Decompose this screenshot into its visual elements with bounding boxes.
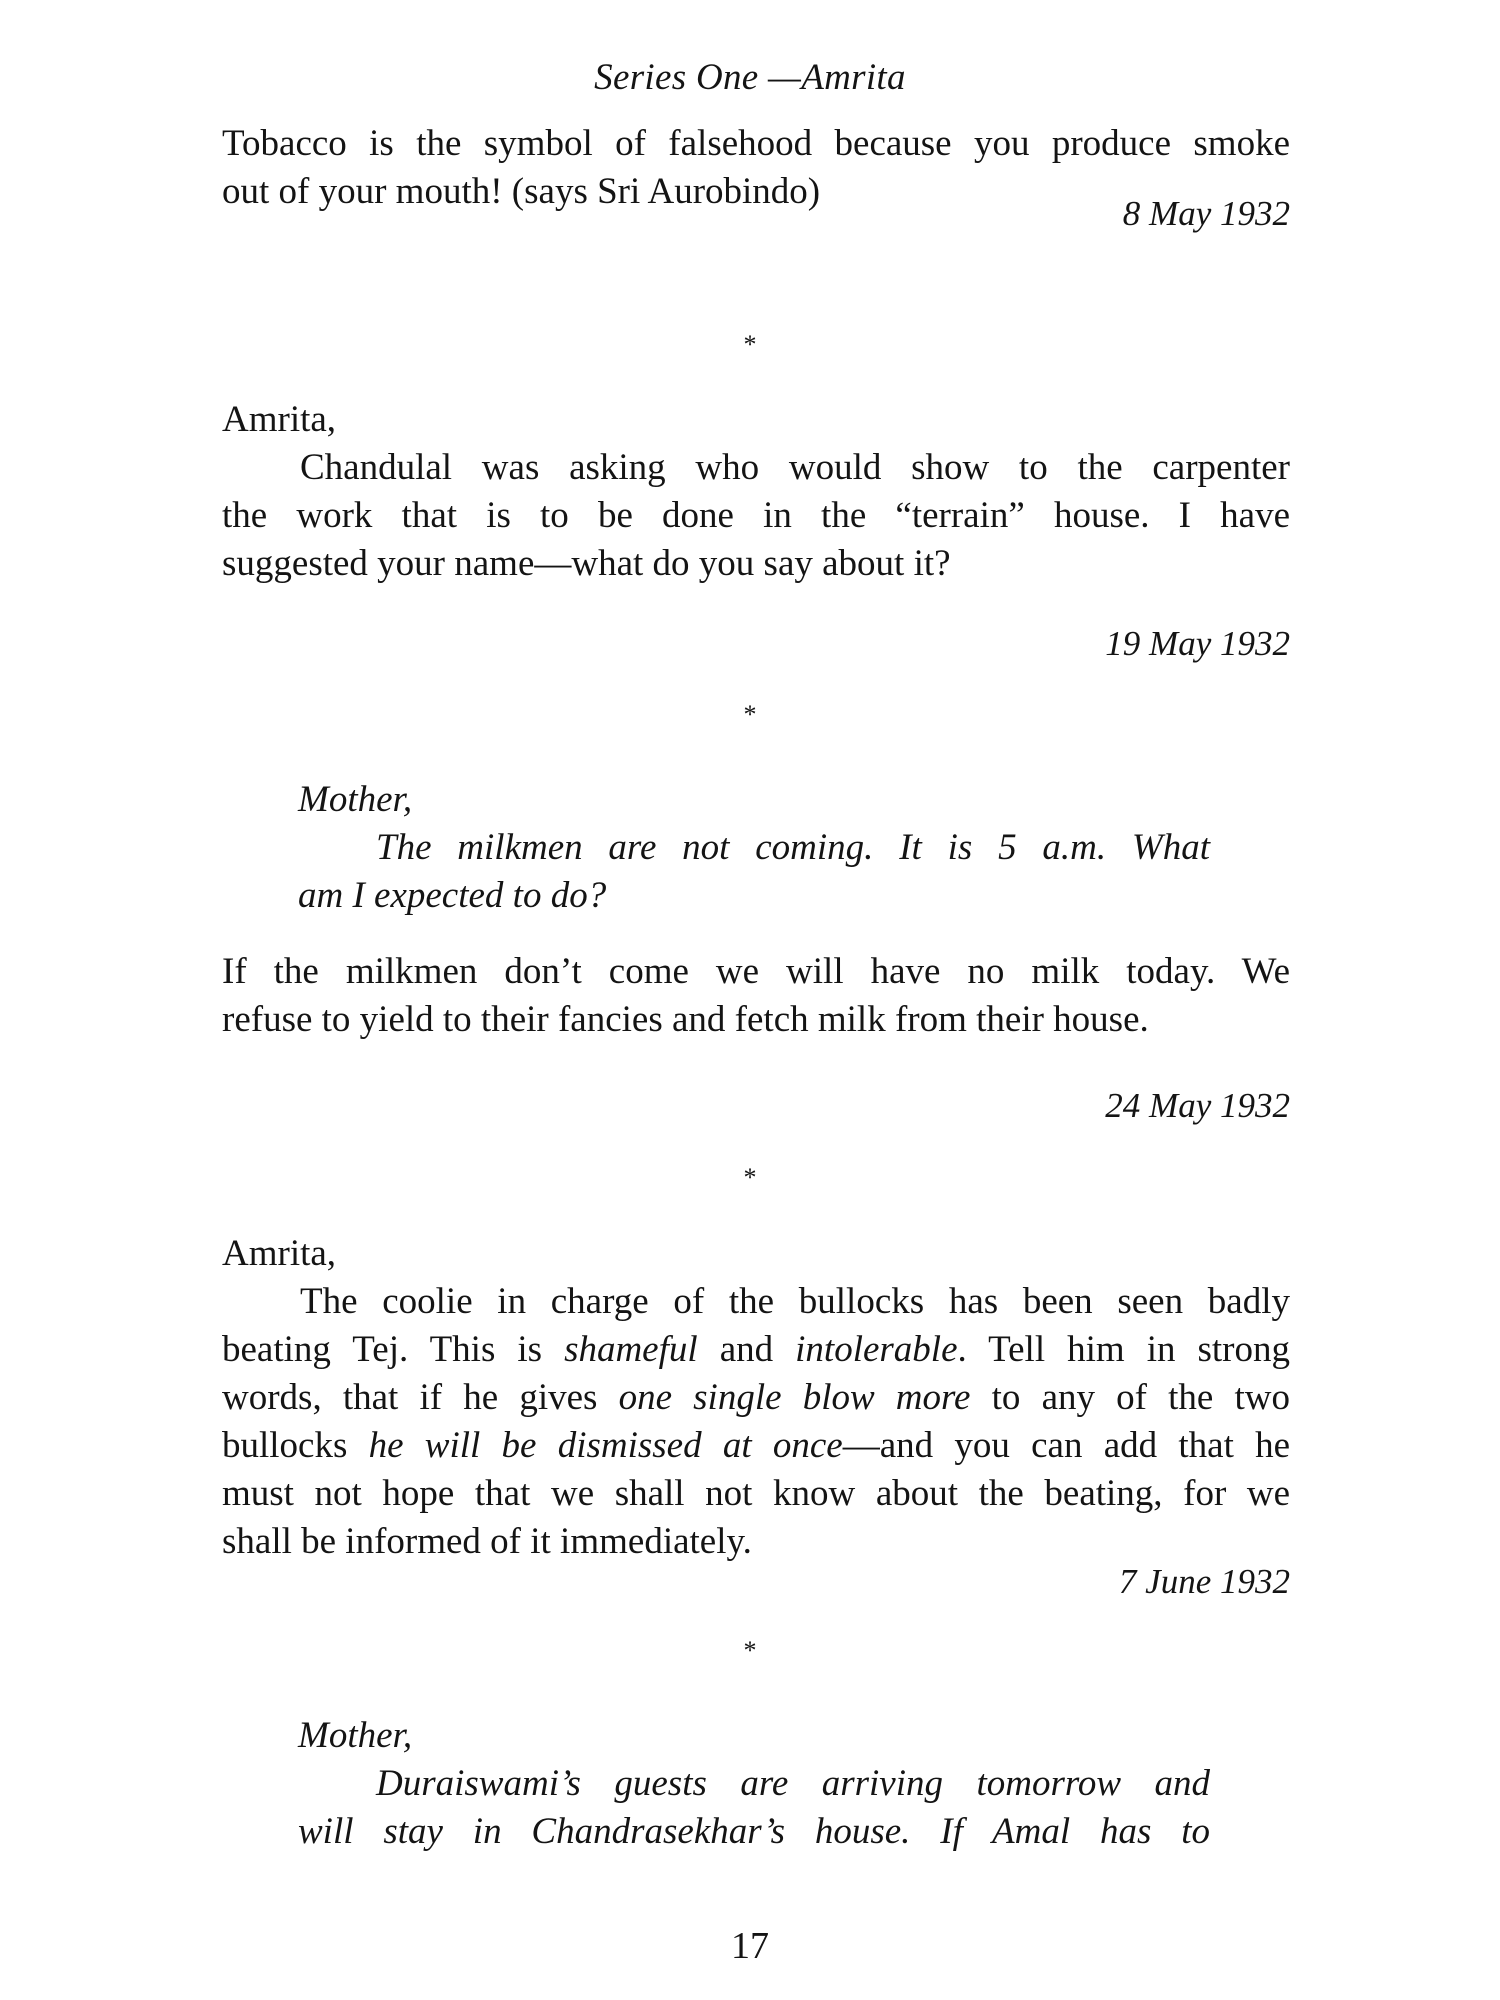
question-line: am I expected to do? [298, 875, 607, 916]
salutation: Amrita, [222, 1233, 337, 1274]
entry-carpenter-text [222, 444, 1290, 588]
entry-date: 24 May 1932 [1105, 1086, 1290, 1125]
emphasis: one single blow more [618, 1377, 971, 1418]
entry-date: 7 June 1932 [1118, 1562, 1290, 1601]
entry-date: 8 May 1932 [1122, 194, 1290, 233]
text-line: beating Tej. This is shameful and intolerable. Tell him in strong [222, 1329, 1290, 1370]
question-line: will stay in Chandrasekhar’s house. If Amal has to [298, 1811, 1210, 1852]
text-line: shall be informed of it immediately. [222, 1521, 752, 1562]
question-salutation: Mother, [298, 779, 413, 820]
question-line: Duraiswami’s guests are arriving tomorrow and [376, 1763, 1210, 1804]
text-line: Chandulal was asking who would show to the carpenter [300, 447, 1290, 488]
salutation: Amrita, [222, 399, 337, 440]
page-number: 17 [731, 1925, 769, 1967]
text-line: The coolie in charge of the bullocks has been seen badly [300, 1281, 1290, 1322]
entry-milkmen-reply [222, 948, 1290, 1044]
text-line: must not hope that we shall not know about the beating, for we [222, 1473, 1290, 1514]
entry-date: 19 May 1932 [1105, 624, 1290, 663]
question-text [298, 824, 1210, 920]
text-line: If the milkmen don’t come we will have no milk today. We [222, 951, 1290, 992]
question-salutation: Mother, [298, 1715, 413, 1756]
question-text [298, 1760, 1210, 1856]
running-head: Series One —Amrita [594, 57, 906, 98]
question-line: The milkmen are not coming. It is 5 a.m. What [376, 827, 1210, 868]
separator-asterisk: * [743, 330, 757, 359]
entry-bullocks-text [222, 1278, 1290, 1566]
separator-asterisk: * [743, 1163, 757, 1192]
emphasis: he will be dismissed at once [368, 1425, 843, 1466]
text-line: bullocks he will be dismissed at once—and you can add that he [222, 1425, 1291, 1466]
text-line: refuse to yield to their fancies and fetch milk from their house. [222, 999, 1149, 1040]
separator-asterisk: * [743, 700, 757, 729]
emphasis: intolerable [795, 1329, 958, 1370]
text-line: words, that if he gives one single blow more to any of the two [222, 1377, 1290, 1418]
text-line: suggested your name—what do you say about it? [222, 543, 951, 584]
text-line: out of your mouth! (says Sri Aurobindo) [222, 171, 821, 212]
text-line: Tobacco is the symbol of falsehood because you produce smoke [222, 123, 1290, 164]
emphasis: shameful [564, 1329, 698, 1370]
separator-asterisk: * [743, 1636, 757, 1665]
text-line: the work that is to be done in the “terrain” house. I have [222, 495, 1290, 536]
